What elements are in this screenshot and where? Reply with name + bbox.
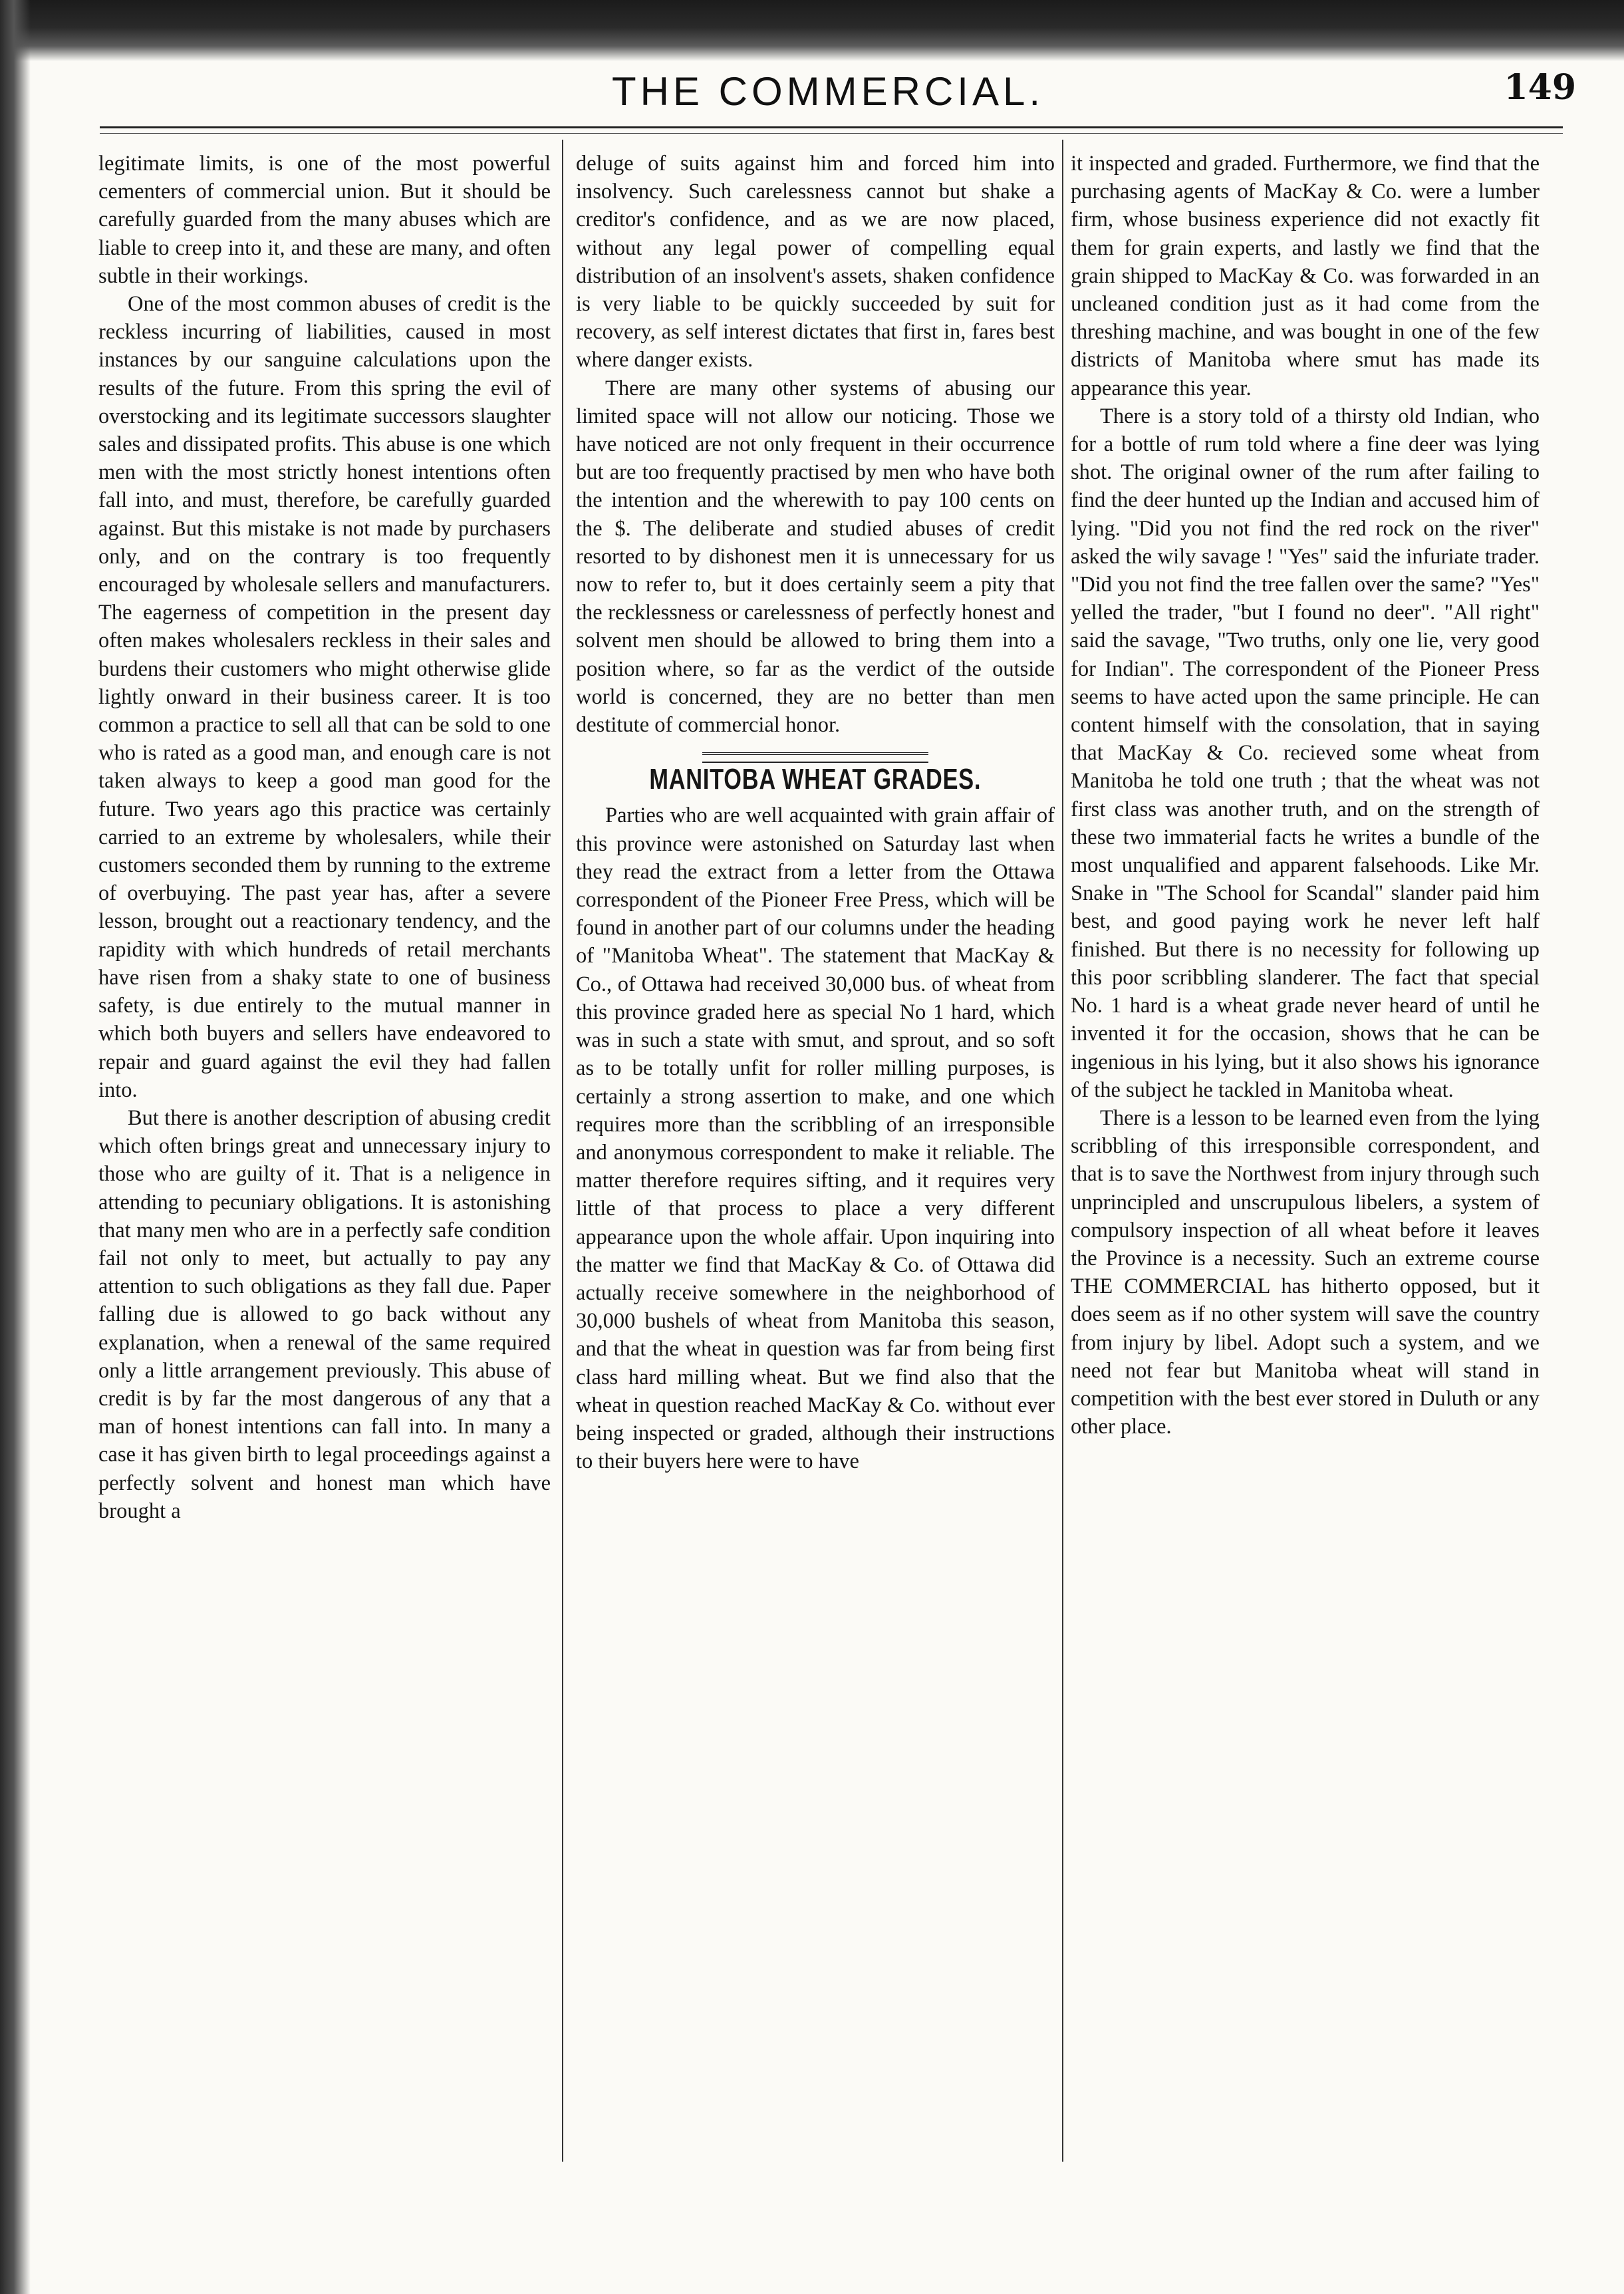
column-1 — [98, 150, 551, 1525]
paragraph: One of the most common abuses of credit is the reckless incurring of liabilities, caused in most instances by our sanguine calculations upon the results of the future. From this spring the evil of overstocking and its legitimate successors slaughter sales and dissipated profits. This abuse is one which men with the most strictly honest intentions often fall into, and must, therefore, be carefully guarded against. But this mistake is not made by purchasers only, and on the contrary is too frequently encouraged by wholesale sellers and manufacturers. The eagerness of competition in the present day often makes wholesalers reckless in their sales and burdens their customers who might otherwise glide lightly onward in their business career. It is too common a practice to sell all that can be sold to one who is rated as a good man, and enough care is not taken always to keep a good man good for the future. Two years ago this practice was certainly carried to an extreme by wholesalers, while their customers seconded them by running to the extreme of overbuying. The past year has, after a severe lesson, brought out a reactionary tendency, and the rapidity with which hundreds of retail merchants have risen from a shaky state to one of business safety, is due entirely to the mutual manner in which both buyers and sellers have endeavored to repair and guard against the evil they had fallen into. — [98, 292, 551, 1102]
paragraph: deluge of suits against him and forced him into insolvency. Such carelessness cannot but shake a creditor's confidence, and as we are now placed, without any legal power of compelling equal distribution of an insolvent's assets, shaken confidence is very liable to be quickly succeeded by suit for recovery, as self interest dictates that first in, fares best where danger exists. — [576, 152, 1055, 372]
page-number: 149 — [1504, 67, 1576, 108]
masthead-title: THE COMMERCIAL. — [611, 69, 1045, 114]
page-header — [80, 63, 1576, 116]
paragraph: Parties who are well acquainted with grain affair of this province were astonished on Saturday last when they read the extract from a letter from the Ottawa correspondent of the Pioneer Free Press, which will be found in another part of our columns under the heading of "Manitoba Wheat". The statement that MacKay & Co., of Ottawa had received 30,000 bus. of wheat from this province graded here as special No 1 hard, which was in such a state with smut, and sprout, and so soft as to be totally unfit for roller milling purposes, is certainly a strong assertion to make, and one which requires more than the scribbling of an irresponsible and anonymous correspondent to make it reliable. The matter therefore requires sifting, and it requires very little of that process to place a very different appearance upon the whole affair. Upon inquiring into the matter we find that MacKay & Co. of Ottawa did actually receive somewhere in the neighborhood of 30,000 bushels of wheat from Manitoba this season, and that the wheat in question was far from being first class hard milling wheat. But we find also that the wheat in question reached MacKay & Co. without ever being inspected or graded, although their instructions to their buyers here were to have — [576, 803, 1055, 1474]
section-heading-block — [576, 752, 1055, 796]
header-rule — [100, 126, 1563, 128]
paragraph: legitimate limits, is one of the most powerful cementers of commercial union. But it should be carefully guarded from the many abuses which are liable to creep into it, and these are many, and often subtle in their workings. — [98, 152, 551, 288]
column-3 — [1071, 150, 1540, 1441]
paragraph: But there is another description of abusing credit which often brings great and unnecessary injury to those who are guilty of it. That is a neligence in attending to pecuniary obligations. It is astonishing that many men who are in a perfectly safe condition fail not only to meet, but actually to pay any attention to such obligations as they fall due. Paper falling due is allowed to go back without any explanation, when a renewal of the same required only a little arrangement previously. This abuse of credit is by far the most dangerous of any that a man of honest intentions can fall into. In many a case it has given birth to legal proceedings against a perfectly solvent and honest man which have brought a — [98, 1105, 551, 1523]
header-rule-thin — [100, 133, 1563, 134]
paragraph: There is a story told of a thirsty old Indian, who for a bottle of rum told where a fine deer was lying shot. The original owner of the rum after failing to find the deer hunted up the Indian and accused him of lying. "Did you not find the red rock on the river" asked the wily savage ! "Yes" said the infuriate trader. "Did you not find the tree fallen over the same? "Yes" yelled the trader, "but I found no deer". "All right" said the savage, "Two truths, only one lie, very good for Indian". The correspondent of the Pioneer Press seems to have acted upon the same principle. He can content himself with the consolation, that in saying that MacKay & Co. recieved some wheat from Manitoba he told one truth ; that the wheat was not first class was another truth, and on the strength of these two immaterial facts he writes a bundle of the most unqualified and apparent falsehoods. Like Mr. Snake in "The School for Scandal" slander paid him best, and good paying work he never left half finished. But there is no necessity for following up this poor scribbling slanderer. The fact that special No. 1 hard is a wheat grade never heard of until he invented it for the occasion, shows that he can be ingenious in his lying, but it also shows his ignorance of the subject he tackled in Manitoba wheat. — [1071, 404, 1540, 1102]
section-heading: MANITOBA WHEAT GRADES. — [649, 763, 982, 796]
column-divider-2 — [1062, 140, 1063, 2162]
column-2 — [576, 150, 1055, 1475]
heading-ornament-rule — [702, 752, 928, 763]
paragraph: it inspected and graded. Furthermore, we find that the purchasing agents of MacKay & Co. were a lumber firm, whose business experience did not exactly fit them for grain experts, and lastly we find that the grain shipped to MacKay & Co. was forwarded in an uncleaned condition just as it had come from the threshing machine, and was bought in one of the few districts of Manitoba where smut has made its appearance this year. — [1071, 152, 1540, 400]
scan-left-edge — [0, 0, 31, 2294]
paragraph: There is a lesson to be learned even from the lying scribbling of this irresponsible correspondent, and that is to save the Northwest from injury through such unprincipled and unscrupulous libelers, a system of compulsory inspection of all wheat before it leaves the Province is a necessity. Such an extreme course THE COMMERCIAL has hitherto opposed, but it does seem as if no other system will save the country from injury by libel. Adopt such a system, and we need not fear but Manitoba wheat will stand in competition with the best ever stored in Duluth or any other place. — [1071, 1105, 1540, 1439]
scan-top-edge — [0, 0, 1624, 61]
column-divider-1 — [562, 140, 563, 2162]
paragraph: There are many other systems of abusing our limited space will not allow our noticing. Those we have noticed are not only frequent in their occurrence but are too frequently practised by men who have both the intention and the wherewith to pay 100 cents on the $. The deliberate and studied abuses of credit resorted to by dishonest men it is unnecessary for us now to refer to, but it does certainly seem a pity that the recklessness or carelessness of perfectly honest and solvent men should be allowed to bring them into a position where, so far as the verdict of the outside world is concerned, they are no better than men destitute of commercial honor. — [576, 376, 1055, 738]
